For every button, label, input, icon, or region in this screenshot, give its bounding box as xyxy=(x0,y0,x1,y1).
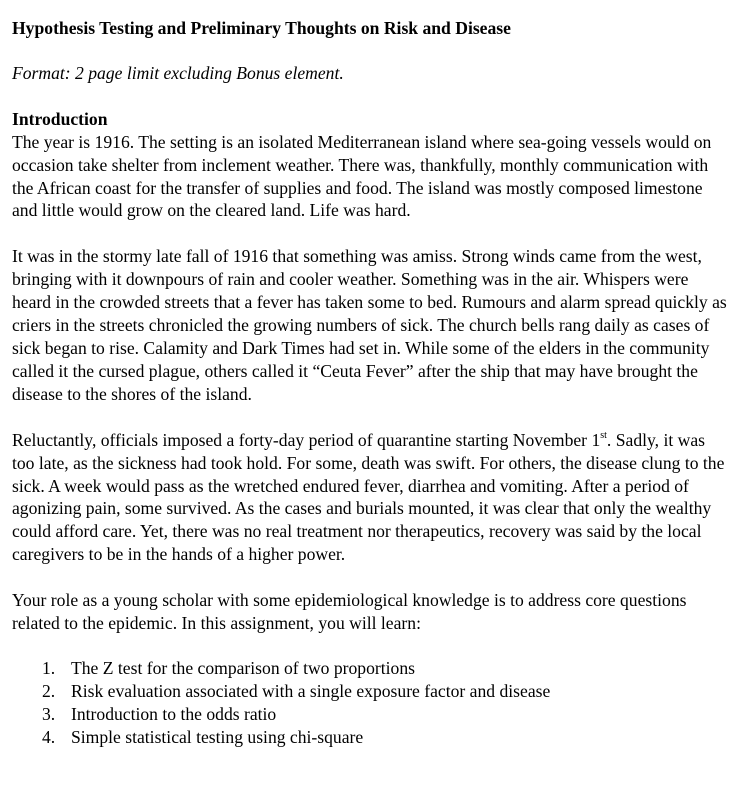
document-page xyxy=(12,17,730,749)
list-item-text: Introduction to the odds ratio xyxy=(71,703,277,724)
learning-objectives-list xyxy=(12,657,730,749)
list-item xyxy=(12,680,730,703)
list-item-text: Simple statistical testing using chi-square xyxy=(71,726,364,747)
list-item-text: Risk evaluation associated with a single exposure factor and disease xyxy=(71,680,551,701)
list-item-text: The Z test for the comparison of two proportions xyxy=(71,657,415,678)
list-item-number: 1. xyxy=(42,657,56,678)
ordinal-suffix: st xyxy=(600,429,607,441)
introduction-heading: Introduction xyxy=(12,108,108,129)
paragraph-1: The year is 1916. The setting is an isolated Mediterranean island where sea-going vessels would on occasion take shelter from inclement weather. There was, thankfully, monthly communication with the African coast for the transfer of supplies and food. The island was mostly composed limestone and little would grow on the cleared land. Life was hard. xyxy=(12,131,712,221)
document-title: Hypothesis Testing and Preliminary Thoughts on Risk and Disease xyxy=(12,18,511,38)
list-item xyxy=(12,726,730,749)
paragraph-4: Your role as a young scholar with some epidemiological knowledge is to address core questions related to the epidemic. In this assignment, you will learn: xyxy=(12,590,687,634)
paragraph-3 xyxy=(12,429,730,566)
paragraph-3-end: . Sadly, it was too late, as the sickness had took hold. For some, death was swift. For others, the disease clung to the sick. A week would pass as the wretched endured fever, diarrhea and vomiting. After a period of agonizing pain, some survived. As the cases and burials mounted, it was clear that only the wealthy could afford care. Yet, there was no real treatment nor therapeutics, recovery was said by the local caregivers to be in the hands of a higher power. xyxy=(12,429,725,565)
paragraph-3-start: Reluctantly, officials imposed a forty-day period of quarantine starting November 1 xyxy=(12,429,601,450)
list-item-number: 4. xyxy=(42,726,56,747)
list-item-number: 3. xyxy=(42,703,56,724)
list-item xyxy=(12,703,730,726)
format-note: Format: 2 page limit excluding Bonus element. xyxy=(12,62,344,83)
list-item xyxy=(12,657,730,680)
list-item-number: 2. xyxy=(42,680,56,701)
paragraph-2: It was in the stormy late fall of 1916 that something was amiss. Strong winds came from the west, bringing with it downpours of rain and cooler weather. Something was in the air. Whispers were heard in the crowded streets that a fever has taken some to bed. Rumours and alarm spread quickly as criers in the streets chronicled the growing numbers of sick. The church bells rang daily as cases of sick began to rise. Calamity and Dark Times had set in. While some of the elders in the community called it the cursed plague, others called it “Ceuta Fever” after the ship that may have brought the disease to the shores of the island. xyxy=(12,246,727,404)
